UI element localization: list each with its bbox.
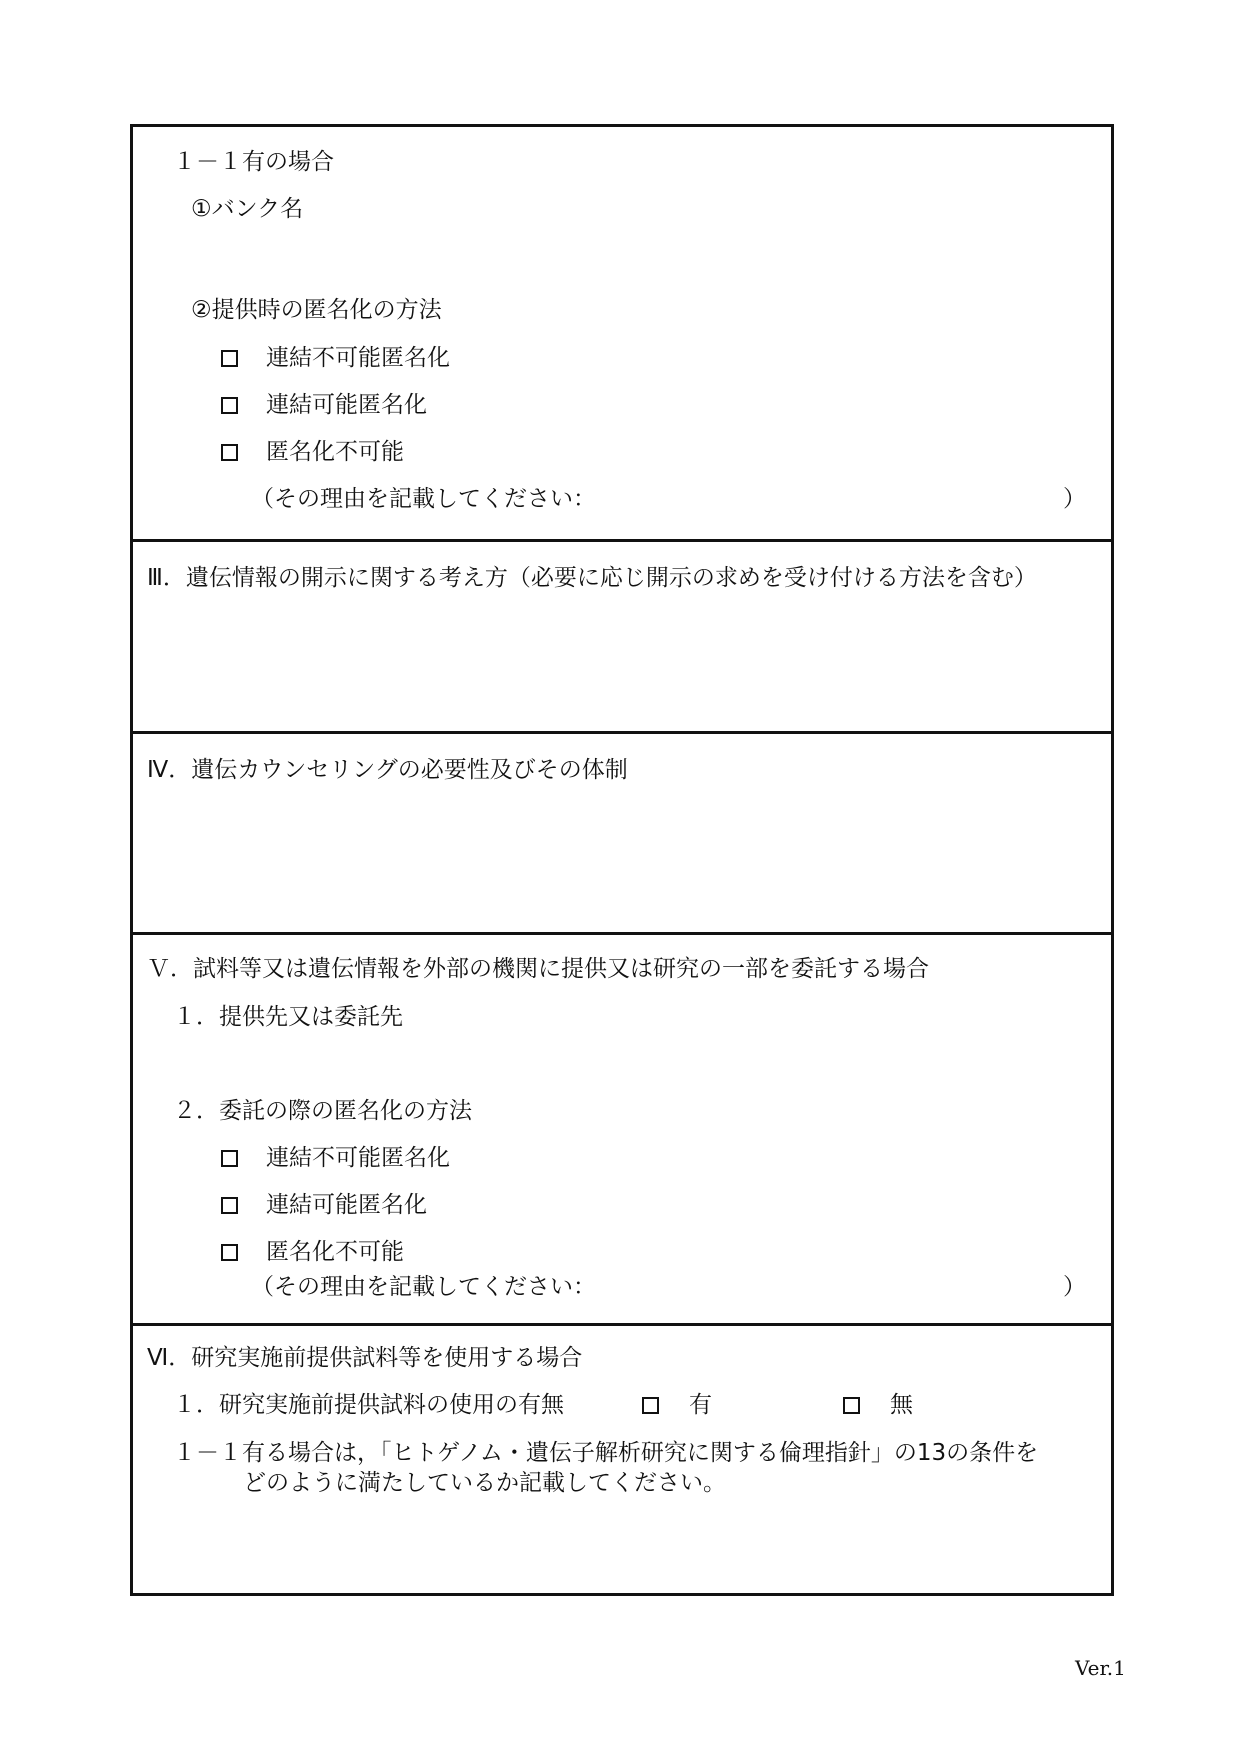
checkbox-not-possible[interactable]	[221, 1244, 238, 1261]
reason-label: （その理由を記載してください：	[251, 1274, 596, 1300]
option-unlinkable-label: 連結不可能匿名化	[266, 345, 450, 371]
checkbox-linkable[interactable]	[221, 1197, 238, 1214]
checkbox-unlinkable[interactable]	[221, 350, 238, 367]
section-6-item1: １．研究実施前提供試料の使用の有無	[173, 1392, 564, 1418]
option-linkable-label: 連結可能匿名化	[266, 392, 427, 418]
anonymization-method-title: ②提供時の匿名化の方法	[191, 297, 442, 323]
section-3	[133, 542, 1111, 730]
section-6	[133, 1326, 1111, 1593]
section-6-note-line1: １－１有る場合は，「ヒトゲノム・遺伝子解析研究に関する倫理指針」の13の条件を	[173, 1440, 1039, 1466]
no-label: 無	[890, 1392, 913, 1418]
section-4-title: Ⅳ．遺伝カウンセリングの必要性及びその体制	[147, 757, 628, 783]
section-4	[133, 734, 1111, 931]
reason-label: （その理由を記載してください：	[251, 486, 596, 512]
option-linkable-label: 連結可能匿名化	[266, 1192, 427, 1218]
section-6-title: Ⅵ．研究実施前提供試料等を使用する場合	[147, 1345, 583, 1371]
bank-name-label: ①バンク名	[191, 196, 304, 222]
checkbox-no[interactable]	[843, 1397, 860, 1414]
section-3-title: Ⅲ．遺伝情報の開示に関する考え方（必要に応じ開示の求めを受け付ける方法を含む）	[147, 565, 1037, 591]
option-not-possible-label: 匿名化不可能	[266, 1239, 404, 1265]
version-label: Ver.1	[1075, 1656, 1126, 1680]
form-frame	[130, 124, 1114, 1596]
checkbox-linkable[interactable]	[221, 397, 238, 414]
section-5	[133, 935, 1111, 1300]
section-5-item1: １．提供先又は委託先	[173, 1004, 403, 1030]
reason-close-paren: ）	[1063, 486, 1086, 512]
section-5-item2: ２．委託の際の匿名化の方法	[173, 1098, 472, 1124]
checkbox-not-possible[interactable]	[221, 444, 238, 461]
option-not-possible-label: 匿名化不可能	[266, 439, 404, 465]
option-unlinkable-label: 連結不可能匿名化	[266, 1145, 450, 1171]
checkbox-unlinkable[interactable]	[221, 1150, 238, 1167]
section-1-1	[133, 127, 1111, 539]
section-5-title: Ｖ．試料等又は遺伝情報を外部の機関に提供又は研究の一部を委託する場合	[147, 956, 929, 982]
section-1-1-heading: １－１有の場合	[173, 149, 334, 175]
yes-label: 有	[689, 1392, 712, 1418]
section-6-note-line2: どのように満たしているか記載してください。	[243, 1470, 726, 1496]
checkbox-yes[interactable]	[642, 1397, 659, 1414]
reason-close-paren: ）	[1063, 1274, 1086, 1300]
